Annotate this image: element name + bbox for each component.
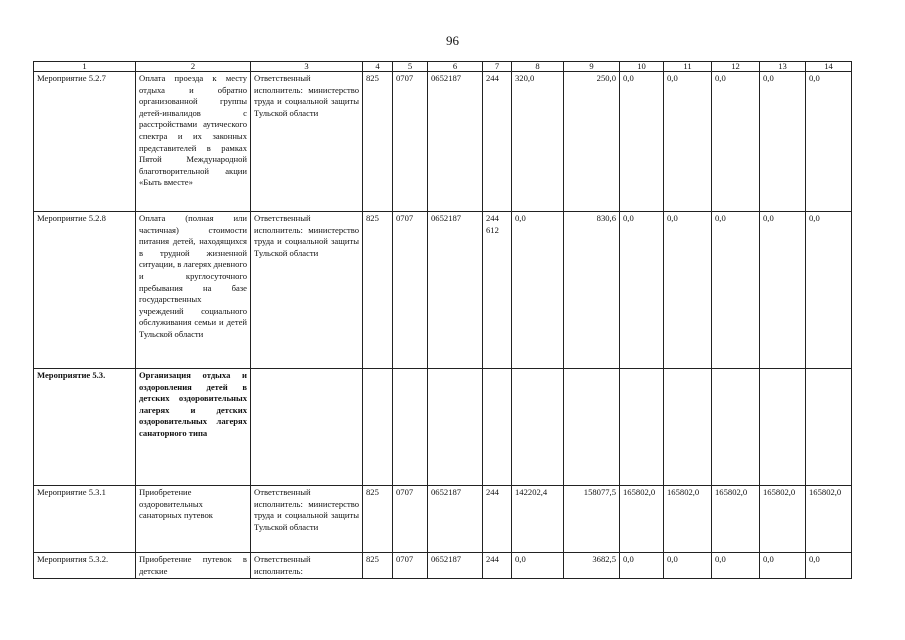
cell-c13: 0,0 (760, 212, 806, 369)
cell-c9: 250,0 (564, 72, 620, 212)
cell-c13: 165802,0 (760, 486, 806, 553)
cell-c8: 320,0 (512, 72, 564, 212)
row-code: Мероприятие 5.2.8 (34, 212, 136, 369)
row-code: Мероприятия 5.3.2. (34, 553, 136, 579)
table-row (34, 369, 852, 486)
column-header: 14 (806, 62, 852, 72)
row-name: Организация отдыха и оздоровления детей в детских оздоровительных лагерях и детских оздоровительных лагерях санаторного типа (136, 369, 251, 486)
row-executor: Ответственный исполнитель: министерство труда и социальной защиты Тульской области (251, 486, 363, 553)
cell-c11 (664, 369, 712, 486)
column-header: 13 (760, 62, 806, 72)
cell-c13 (760, 369, 806, 486)
column-header: 8 (512, 62, 564, 72)
cell-c14: 165802,0 (806, 486, 852, 553)
cell-c4: 825 (363, 212, 393, 369)
cell-c11: 0,0 (664, 72, 712, 212)
cell-c13: 0,0 (760, 72, 806, 212)
cell-c10 (620, 369, 664, 486)
cell-c7-line1: 244 (486, 213, 499, 223)
column-header: 9 (564, 62, 620, 72)
row-name: Приобретение оздоровительных санаторных путевок (136, 486, 251, 553)
cell-c14: 0,0 (806, 553, 852, 579)
cell-c7 (483, 212, 512, 369)
cell-c5: 0707 (393, 212, 428, 369)
cell-c14: 0,0 (806, 212, 852, 369)
row-name: Оплата проезда к месту отдыха и обратно организованной группы детей-инвалидов с расстройствами аутического спектра и их законных представителей в рамках Пятой Международной благотворительной акции «Быть вместе» (136, 72, 251, 212)
cell-c12: 0,0 (712, 72, 760, 212)
row-code: Мероприятие 5.3. (34, 369, 136, 486)
cell-c12: 165802,0 (712, 486, 760, 553)
table-row (34, 72, 852, 212)
cell-c7-line2: 612 (486, 224, 499, 235)
cell-c7-line1: 244 (486, 487, 499, 497)
cell-c6: 0652187 (428, 72, 483, 212)
column-header: 5 (393, 62, 428, 72)
column-header: 10 (620, 62, 664, 72)
row-executor (251, 369, 363, 486)
cell-c9: 830,6 (564, 212, 620, 369)
page-number: 96 (446, 33, 459, 48)
cell-c10: 0,0 (620, 553, 664, 579)
row-executor: Ответственный исполнитель: министерство труда и социальной защиты Тульской области (251, 212, 363, 369)
cell-c7 (483, 72, 512, 212)
cell-c5: 0707 (393, 72, 428, 212)
cell-c12 (712, 369, 760, 486)
column-header: 2 (136, 62, 251, 72)
cell-c7-line1: 244 (486, 73, 499, 83)
cell-c9: 3682,5 (564, 553, 620, 579)
cell-c6 (428, 369, 483, 486)
cell-c10: 165802,0 (620, 486, 664, 553)
cell-c11: 165802,0 (664, 486, 712, 553)
cell-c5 (393, 369, 428, 486)
cell-c6: 0652187 (428, 212, 483, 369)
cell-c8: 142202,4 (512, 486, 564, 553)
column-header: 3 (251, 62, 363, 72)
table-row (34, 212, 852, 369)
cell-c8: 0,0 (512, 553, 564, 579)
cell-c14: 0,0 (806, 72, 852, 212)
cell-c7 (483, 369, 512, 486)
cell-c7-line1: 244 (486, 554, 499, 564)
cell-c8: 0,0 (512, 212, 564, 369)
table-row (34, 553, 852, 579)
cell-c4 (363, 369, 393, 486)
cell-c4: 825 (363, 72, 393, 212)
row-executor: Ответственный исполнитель: (251, 553, 363, 579)
cell-c14 (806, 369, 852, 486)
cell-c6: 0652187 (428, 486, 483, 553)
row-code: Мероприятие 5.2.7 (34, 72, 136, 212)
cell-c9: 158077,5 (564, 486, 620, 553)
column-header: 4 (363, 62, 393, 72)
row-name: Приобретение путевок в детские (136, 553, 251, 579)
cell-c12: 0,0 (712, 212, 760, 369)
cell-c6: 0652187 (428, 553, 483, 579)
table-row (34, 486, 852, 553)
cell-c11: 0,0 (664, 553, 712, 579)
column-header: 6 (428, 62, 483, 72)
row-name: Оплата (полная или частичная) стоимости питания детей, находящихся в трудной жизненной ситуации, в лагерях дневного и круглосуточного пребывания на базе государственных учреждений социального обслуживания семьи и детей Тульской области (136, 212, 251, 369)
cell-c5: 0707 (393, 486, 428, 553)
column-header: 7 (483, 62, 512, 72)
column-header: 11 (664, 62, 712, 72)
cell-c5: 0707 (393, 553, 428, 579)
cell-c9 (564, 369, 620, 486)
column-header: 12 (712, 62, 760, 72)
cell-c11: 0,0 (664, 212, 712, 369)
cell-c8 (512, 369, 564, 486)
cell-c10: 0,0 (620, 72, 664, 212)
cell-c7 (483, 486, 512, 553)
cell-c4: 825 (363, 553, 393, 579)
cell-c7 (483, 553, 512, 579)
cell-c4: 825 (363, 486, 393, 553)
row-code: Мероприятие 5.3.1 (34, 486, 136, 553)
header-row (34, 62, 852, 72)
cell-c10: 0,0 (620, 212, 664, 369)
cell-c13: 0,0 (760, 553, 806, 579)
budget-table (33, 61, 852, 579)
cell-c12: 0,0 (712, 553, 760, 579)
column-header: 1 (34, 62, 136, 72)
row-executor: Ответственный исполнитель: министерство труда и социальной защиты Тульской области (251, 72, 363, 212)
